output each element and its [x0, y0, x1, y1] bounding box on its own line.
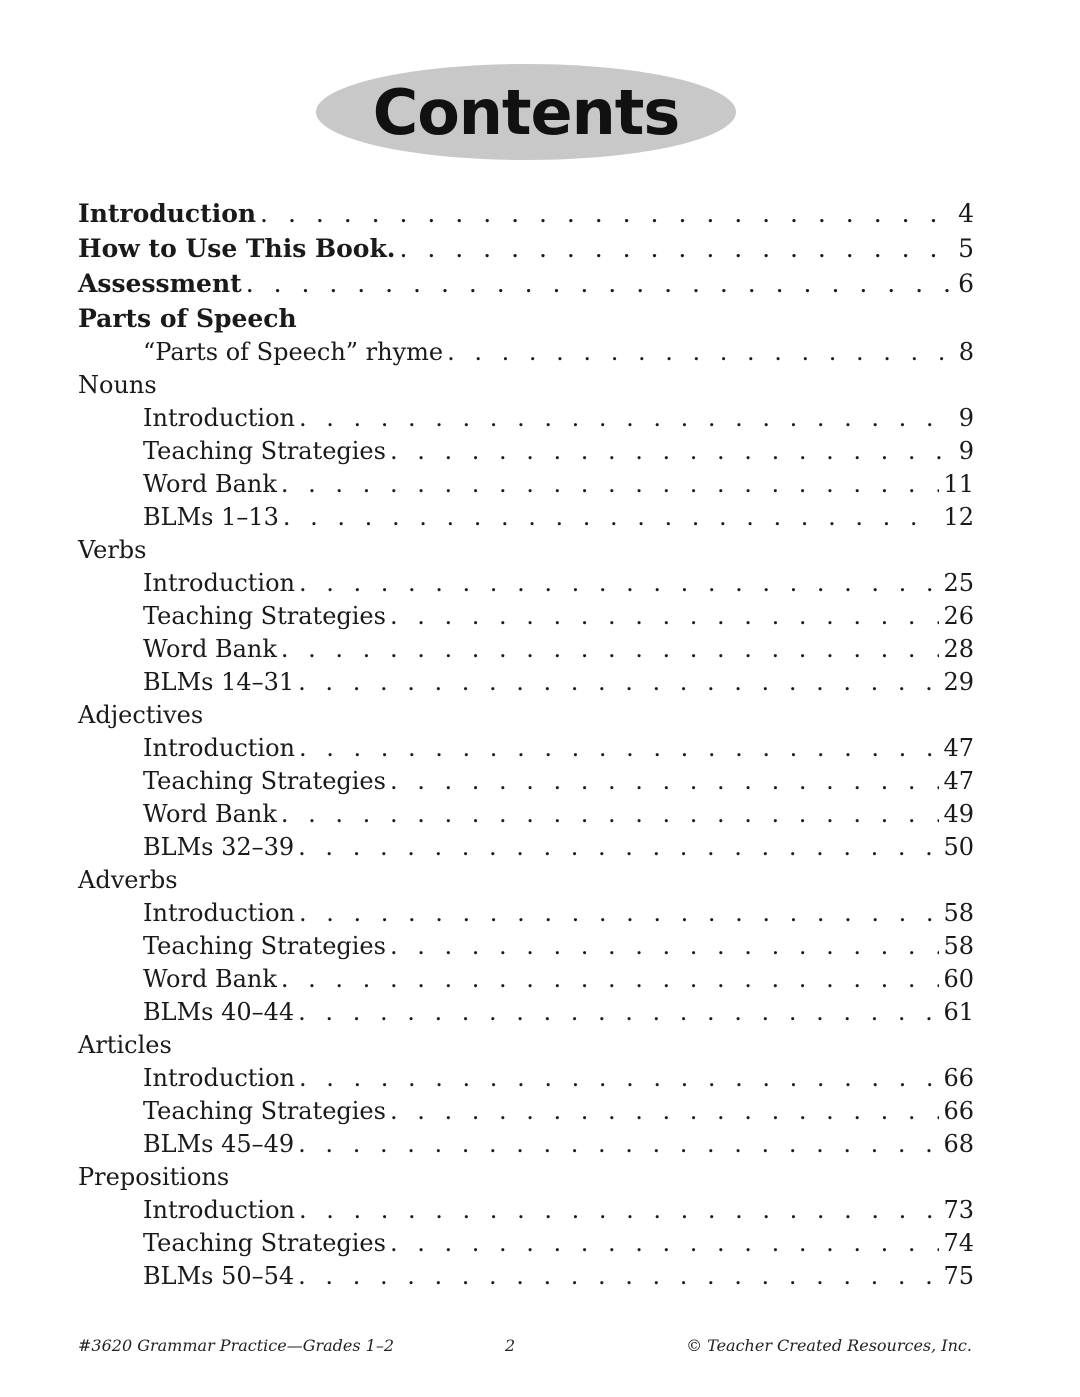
- dot-leader: [390, 1227, 940, 1260]
- toc-entry[interactable]: [78, 369, 974, 402]
- dot-leader: [298, 666, 939, 699]
- toc-entry-label: Teaching Strategies: [143, 767, 386, 795]
- toc-entry-page: 9: [958, 404, 974, 432]
- page-title: Contents: [372, 75, 680, 149]
- toc-entry[interactable]: [78, 699, 974, 732]
- dot-leader: [298, 1128, 939, 1161]
- toc-entry-page: 66: [943, 1097, 974, 1125]
- dot-leader: [299, 1062, 939, 1095]
- dot-leader: [298, 1260, 939, 1293]
- toc-entry[interactable]: [78, 1260, 974, 1293]
- toc-entry-page: 58: [943, 899, 974, 927]
- toc-entry[interactable]: [78, 864, 974, 897]
- toc-entry-label: BLMs 1–13: [143, 503, 279, 531]
- footer-page-number: 2: [504, 1336, 516, 1355]
- toc-entry[interactable]: [78, 600, 974, 633]
- dot-leader: [390, 1095, 940, 1128]
- toc-entry-label: BLMs 14–31: [143, 668, 295, 696]
- toc-entry[interactable]: [78, 1161, 974, 1194]
- dot-leader: [281, 468, 940, 501]
- toc-entry[interactable]: [78, 266, 974, 301]
- toc-entry-label: BLMs 45–49: [143, 1130, 295, 1158]
- toc-entry-label: Prepositions: [78, 1163, 230, 1191]
- table-of-contents: [78, 196, 974, 1293]
- toc-entry[interactable]: [78, 534, 974, 567]
- toc-entry-label: Teaching Strategies: [143, 932, 386, 960]
- toc-entry[interactable]: [78, 831, 974, 864]
- dot-leader: [447, 336, 955, 369]
- toc-entry-label: Teaching Strategies: [143, 437, 386, 465]
- toc-entry-label: BLMs 40–44: [143, 998, 295, 1026]
- toc-entry[interactable]: [78, 732, 974, 765]
- dot-leader: [298, 831, 939, 864]
- dot-leader: [260, 196, 954, 231]
- toc-entry-label: Adverbs: [78, 866, 178, 894]
- toc-entry-label: Introduction: [143, 404, 295, 432]
- dot-leader: [281, 963, 940, 996]
- dot-leader: [283, 501, 940, 534]
- toc-entry-label: Introduction: [143, 899, 295, 927]
- toc-entry-label: Introduction: [143, 1196, 295, 1224]
- toc-entry-page: 12: [943, 503, 974, 531]
- footer-book-title: #3620 Grammar Practice—Grades 1–2: [78, 1336, 395, 1355]
- toc-entry[interactable]: [78, 435, 974, 468]
- toc-entry-label: Assessment: [78, 269, 242, 298]
- toc-entry-page: 73: [943, 1196, 974, 1224]
- dot-leader: [298, 996, 939, 1029]
- toc-entry-page: 68: [943, 1130, 974, 1158]
- footer-copyright: © Teacher Created Resources, Inc.: [686, 1336, 972, 1355]
- page-footer: [78, 1336, 972, 1355]
- dot-leader: [390, 765, 940, 798]
- toc-entry-page: 6: [958, 269, 974, 298]
- toc-entry-page: 60: [943, 965, 974, 993]
- toc-entry-label: “Parts of Speech” rhyme: [143, 338, 444, 366]
- toc-entry[interactable]: [78, 897, 974, 930]
- toc-entry-label: Word Bank: [143, 965, 277, 993]
- toc-entry-label: Teaching Strategies: [143, 1097, 386, 1125]
- toc-entry-page: 75: [943, 1262, 974, 1290]
- toc-entry[interactable]: [78, 930, 974, 963]
- toc-entry-page: 66: [943, 1064, 974, 1092]
- toc-entry-label: Verbs: [78, 536, 147, 564]
- toc-entry[interactable]: [78, 1062, 974, 1095]
- toc-entry-label: Introduction: [78, 199, 257, 228]
- toc-entry-label: Word Bank: [143, 800, 277, 828]
- dot-leader: [299, 402, 955, 435]
- toc-entry[interactable]: [78, 765, 974, 798]
- toc-entry-label: Teaching Strategies: [143, 1229, 386, 1257]
- dot-leader: [281, 633, 940, 666]
- title-oval: [316, 64, 736, 160]
- dot-leader: [299, 567, 939, 600]
- toc-entry-page: 47: [943, 734, 974, 762]
- toc-entry[interactable]: [78, 231, 974, 266]
- dot-leader: [299, 732, 939, 765]
- toc-entry[interactable]: [78, 468, 974, 501]
- toc-entry[interactable]: [78, 1029, 974, 1062]
- toc-entry-page: 49: [943, 800, 974, 828]
- toc-entry-label: Introduction: [143, 1064, 295, 1092]
- toc-entry-page: 11: [943, 470, 974, 498]
- toc-entry[interactable]: [78, 336, 974, 369]
- toc-entry[interactable]: [78, 301, 974, 336]
- toc-entry[interactable]: [78, 567, 974, 600]
- toc-entry-label: BLMs 50–54: [143, 1262, 295, 1290]
- toc-entry-label: Introduction: [143, 569, 295, 597]
- toc-entry-label: Nouns: [78, 371, 157, 399]
- toc-entry[interactable]: [78, 798, 974, 831]
- toc-entry[interactable]: [78, 1095, 974, 1128]
- toc-entry-label: Parts of Speech: [78, 304, 297, 333]
- dot-leader: [299, 897, 939, 930]
- toc-entry-label: Articles: [78, 1031, 172, 1059]
- toc-entry-page: 8: [958, 338, 974, 366]
- dot-leader: [281, 798, 940, 831]
- toc-entry-label: Teaching Strategies: [143, 602, 386, 630]
- dot-leader: [400, 231, 955, 266]
- toc-entry[interactable]: [78, 1227, 974, 1260]
- toc-entry-label: Word Bank: [143, 635, 277, 663]
- toc-entry-page: 50: [943, 833, 974, 861]
- toc-entry-page: 29: [943, 668, 974, 696]
- toc-entry-label: Word Bank: [143, 470, 277, 498]
- toc-entry-page: 5: [958, 234, 974, 263]
- toc-entry-label: BLMs 32–39: [143, 833, 295, 861]
- toc-entry[interactable]: [78, 963, 974, 996]
- toc-entry-label: Adjectives: [78, 701, 204, 729]
- toc-entry[interactable]: [78, 402, 974, 435]
- toc-entry-page: 25: [943, 569, 974, 597]
- toc-entry-page: 74: [943, 1229, 974, 1257]
- dot-leader: [299, 1194, 939, 1227]
- toc-entry-page: 26: [943, 602, 974, 630]
- toc-entry-page: 47: [943, 767, 974, 795]
- toc-entry-page: 4: [958, 199, 974, 228]
- toc-entry-page: 61: [943, 998, 974, 1026]
- toc-entry-page: 9: [958, 437, 974, 465]
- dot-leader: [390, 435, 955, 468]
- toc-entry[interactable]: [78, 996, 974, 1029]
- toc-entry-label: Introduction: [143, 734, 295, 762]
- toc-entry[interactable]: [78, 633, 974, 666]
- toc-entry-page: 58: [943, 932, 974, 960]
- toc-entry-label: How to Use This Book.: [78, 234, 396, 263]
- toc-entry[interactable]: [78, 501, 974, 534]
- toc-entry-page: 28: [943, 635, 974, 663]
- dot-leader: [390, 930, 940, 963]
- toc-entry[interactable]: [78, 666, 974, 699]
- toc-entry[interactable]: [78, 1194, 974, 1227]
- dot-leader: [390, 600, 940, 633]
- toc-entry[interactable]: [78, 1128, 974, 1161]
- dot-leader: [246, 266, 954, 301]
- toc-entry[interactable]: [78, 196, 974, 231]
